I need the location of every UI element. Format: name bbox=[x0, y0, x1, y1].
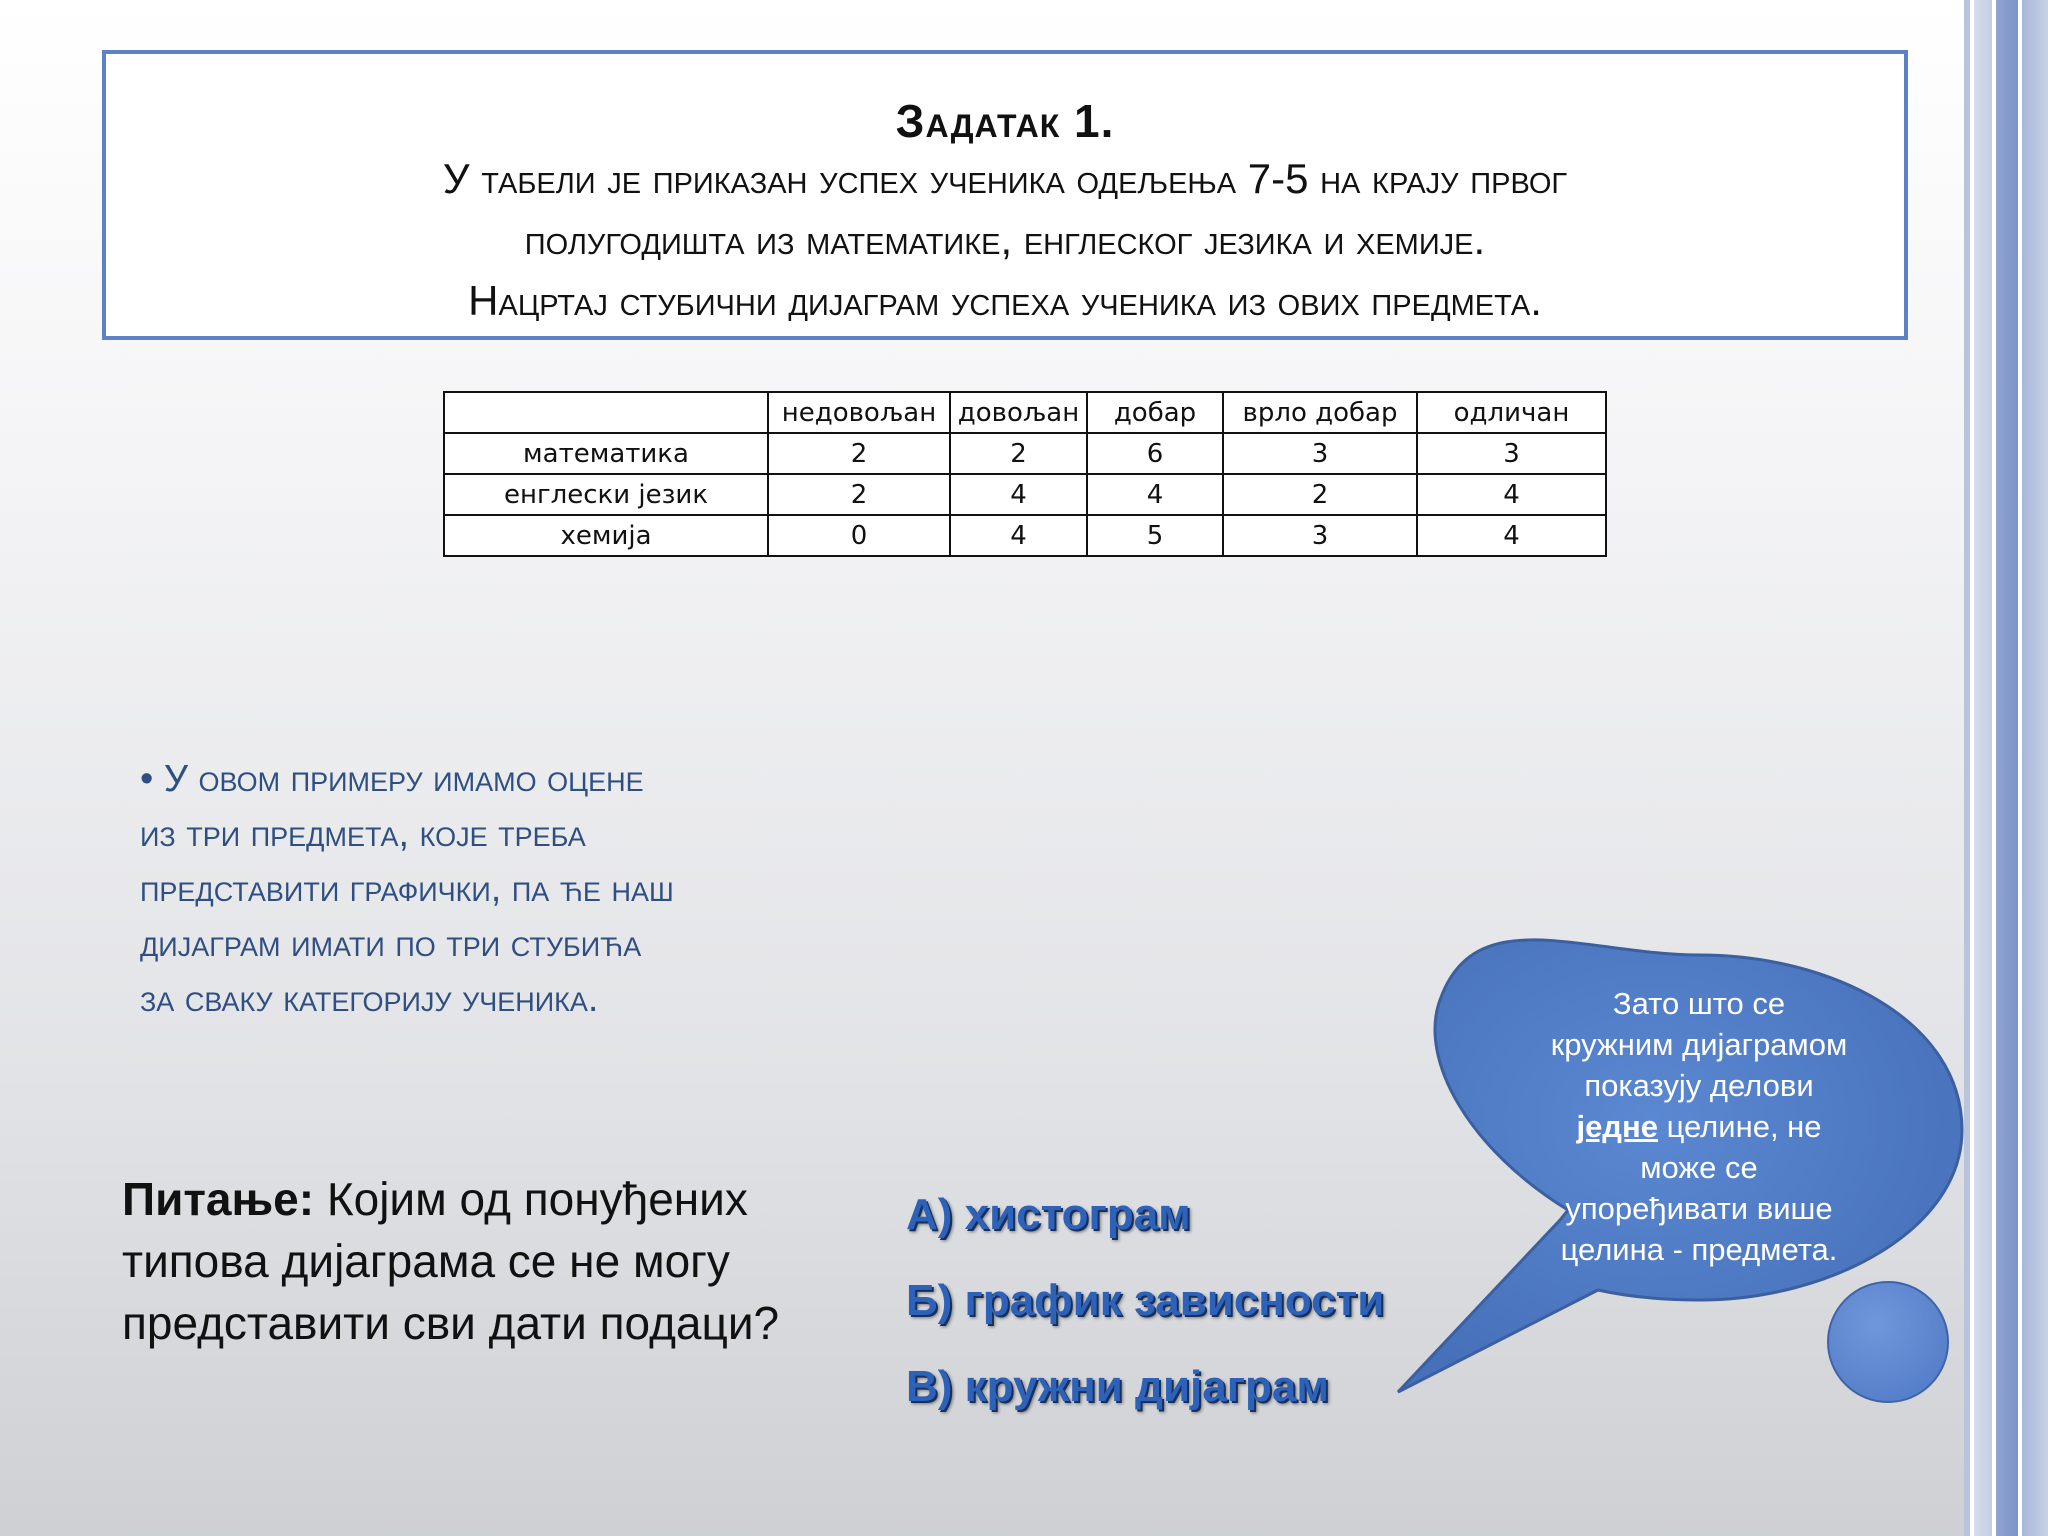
subject-cell: енглески језик bbox=[444, 474, 768, 515]
question-line-3: представити сви дати подаци? bbox=[122, 1297, 780, 1349]
answer-option-a[interactable]: А) хистограм bbox=[906, 1190, 1191, 1239]
table-cell: 0 bbox=[768, 515, 950, 556]
bullet-line: • У овом примеру имамо оцене bbox=[140, 758, 644, 800]
decorative-circle bbox=[1827, 1281, 1949, 1403]
table-cell: 3 bbox=[1417, 433, 1606, 474]
answer-option-c[interactable]: В) кружни дијаграм bbox=[906, 1362, 1329, 1411]
bubble-line: целина - предмета. bbox=[1560, 1232, 1838, 1267]
task-heading: Задатак 1. bbox=[895, 95, 1115, 147]
table-cell: 2 bbox=[768, 433, 950, 474]
question-line-2: типова дијаграма се не могу bbox=[122, 1235, 730, 1287]
bubble-text-part: целине, не bbox=[1657, 1109, 1822, 1144]
bubble-line: кружним дијаграмом bbox=[1550, 1027, 1848, 1062]
table-cell: 2 bbox=[1223, 474, 1417, 515]
bubble-emphasis: једне bbox=[1576, 1109, 1658, 1144]
table-cell: 4 bbox=[1087, 474, 1223, 515]
task-line-2: полугодишта из математике, енглеског језика и хемије. bbox=[524, 216, 1486, 263]
task-line-1: У табели је приказан успех ученика одељења 7-5 на крају првог bbox=[442, 155, 1568, 202]
table-cell: 4 bbox=[950, 474, 1087, 515]
bubble-line: може се bbox=[1640, 1150, 1758, 1185]
bubble-line: упоређивати више bbox=[1565, 1191, 1833, 1226]
speech-bubble-text bbox=[1494, 983, 1904, 1270]
question-text-part: Којим од понуђених bbox=[314, 1173, 748, 1225]
subject-cell: хемија bbox=[444, 515, 768, 556]
table-cell: 6 bbox=[1087, 433, 1223, 474]
table-cell: 4 bbox=[1417, 515, 1606, 556]
task-line-3: Нацртај стубични дијаграм успеха ученика из ових предмета. bbox=[468, 277, 1542, 324]
table-cell: 3 bbox=[1223, 433, 1417, 474]
bullet-line: из три предмета, које треба bbox=[140, 813, 586, 855]
table-header-cell: довољан bbox=[950, 392, 1087, 433]
table-header-cell: одличан bbox=[1417, 392, 1606, 433]
table-cell: 4 bbox=[1417, 474, 1606, 515]
bubble-line: показују делови bbox=[1584, 1068, 1814, 1103]
bullet-line: представити графички, па ће наш bbox=[140, 868, 674, 910]
table-cell: 3 bbox=[1223, 515, 1417, 556]
answer-option-b[interactable]: Б) график зависности bbox=[906, 1276, 1385, 1325]
table-header-cell: добар bbox=[1087, 392, 1223, 433]
bullet-line: дијаграм имати по три стубића bbox=[140, 923, 642, 965]
table-cell: 2 bbox=[768, 474, 950, 515]
table-cell: 4 bbox=[950, 515, 1087, 556]
question-label: Питање: bbox=[122, 1173, 315, 1225]
table-cell: 5 bbox=[1087, 515, 1223, 556]
subject-cell: математика bbox=[444, 433, 768, 474]
table-header-cell: врло добар bbox=[1223, 392, 1417, 433]
table-header-cell: недовољан bbox=[768, 392, 950, 433]
bullet-line: за сваку категорију ученика. bbox=[140, 978, 599, 1020]
table-cell: 2 bbox=[950, 433, 1087, 474]
bubble-line bbox=[1494, 1106, 1904, 1147]
bubble-line: Зато што се bbox=[1612, 986, 1786, 1021]
